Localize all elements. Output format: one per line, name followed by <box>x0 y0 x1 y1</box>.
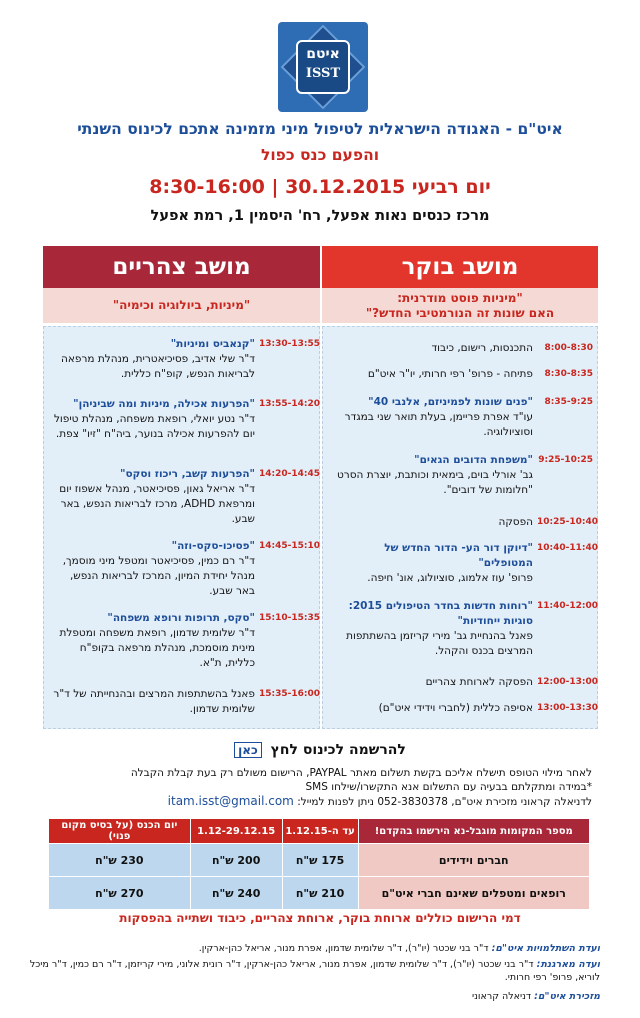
pricing-table <box>48 818 590 910</box>
session-desc: ד"ר רם כמין, פסיכיאטר ומטפל מיני מוסמך, מנהל יחידת המיון, המרכז לבריאות הנפש, באר שבע. <box>62 555 255 597</box>
session-title: "דיוקן דור הע- הדור החדש של המטופלים" <box>384 542 533 569</box>
logo-latin-text: ISST <box>305 66 341 81</box>
session-time: 9:25-10:25 <box>538 455 593 465</box>
date-time-line: יום רביעי 30.12.2015 | 8:30-16:00 <box>149 176 491 198</box>
session-desc: אסיפה כללית (לחברי וידידי איט"ם) <box>378 702 533 714</box>
session-title: "סקס, תרופות ורופא משפחה" <box>107 612 255 624</box>
session-desc: התכנסות, רישום, כיבוד <box>431 342 533 354</box>
session-title: "רוחות חדשות בחדר הטיפולים 2015: סוגיות ייחודיות" <box>348 600 533 627</box>
double-conference-subtitle: והפעם כנס כפול <box>260 146 380 164</box>
payment-info: לאחר מילוי הטופס תישלח אליכם בקשת תשלום מאתר PAYPAL, הרישום משולם רק בעת קבלת הקבלה <box>130 767 592 779</box>
contact-line <box>40 794 592 809</box>
pricing-onsite-price: 230 ש"ח <box>49 844 191 877</box>
pricing-early-price: 210 ש"ח <box>282 877 358 910</box>
session-time: 14:45-15:10 <box>259 541 321 551</box>
session-desc: פאנל בהשתתפות המרצים ובהנחייתה של ד"ר שלומית שדמון. <box>53 688 255 715</box>
register-here-link[interactable]: כאן <box>234 742 262 758</box>
contact-text: לדניאלה קראוני מזכירת איט"ם, 052-3830378 ניתן לפנות למייל: <box>297 796 592 808</box>
morning-session-header: מושב בוקר <box>322 246 598 288</box>
pricing-header-row <box>49 819 590 844</box>
contact-email-link[interactable]: itam.isst@gmail.com <box>167 794 294 808</box>
logo-hebrew-text: איטם <box>306 46 340 62</box>
session-desc: הפסקה לארוחת צהריים <box>425 676 533 688</box>
session-title: "קנאביס ומיניות" <box>170 338 255 350</box>
isst-logo <box>278 22 368 112</box>
afternoon-program-panel <box>43 326 320 729</box>
session-desc: ד"ר שלומית שדמון, רופאת משפחה ומטפלת מינית מוסמכת, מנהלת מרפאה בקופ"ח כללית, ת"א. <box>59 627 255 669</box>
registration-heading-text: להרשמה לכינוס לחץ <box>270 742 406 758</box>
fee-includes-note: דמי הרישום כוללים ארוחת בוקר, ארוחת צהריים, כיבוד ושתייה בהפסקות <box>119 911 521 925</box>
pricing-regular-header: 1.12-29.12.15 <box>190 819 282 844</box>
morning-theme-line2: האם שונות זה הנורמטיבי החדש?" <box>365 306 555 320</box>
session-desc: פרופ' עוז אלמוג, סוציולוג, אונ' חיפה. <box>367 572 533 584</box>
session-time: 15:10-15:35 <box>259 613 321 623</box>
organizing-committee-label: ועדה מארגנת: <box>536 959 600 970</box>
session-desc: פתיחה - פרופ' רפי חרותי, יו"ר איט"ם <box>367 368 533 380</box>
afternoon-session-header: מושב צהריים <box>43 246 320 288</box>
pricing-regular-price: 240 ש"ח <box>190 877 282 910</box>
session-desc: ד"ר אריאל גאון, פסיכיאטר, מנהל אשפוז יום ומרפאת ADHD, מרכז לבריאות הנפש, באר שבע. <box>59 483 255 525</box>
pricing-early-header: עד ה-1.12.15 <box>282 819 358 844</box>
pricing-row <box>49 877 590 910</box>
pricing-onsite-price: 270 ש"ח <box>49 877 191 910</box>
payment-issue-note: *במידה ומתקלתם בבעיה עם התשלום אנא התקשרו/שילחו SMS <box>305 781 592 793</box>
session-desc: הפסקה <box>498 516 533 528</box>
session-title: "משפחת הדובים הגאים" <box>414 454 533 466</box>
registration-heading <box>20 742 620 758</box>
session-time: 15:35-16:00 <box>259 689 321 699</box>
organizing-committee-line <box>20 958 600 984</box>
session-title: "פנים שונות לפמיניזם, אלנבי 40" <box>368 396 533 408</box>
session-time: 13:55-14:20 <box>259 399 321 409</box>
session-title: "הפרעות קשב, ריכוז וסקס" <box>120 468 255 480</box>
venue-address: מרכז כנסים נאות אפעל, רח' היסמין 1, רמת אפעל <box>150 208 490 224</box>
morning-program-panel <box>322 326 598 729</box>
session-desc: ד"ר שלי אדיב, פסיכיאטרית, מנהלת מרפאה לבריאות הנפש, קופ"ח כללית. <box>61 353 255 380</box>
pricing-onsite-header: יום הכנס (על בסיס מקום פנוי) <box>49 819 191 844</box>
education-committee-line <box>20 942 600 955</box>
session-time: 8:35-9:25 <box>544 397 593 407</box>
session-desc: גב' אורלי בוים, בימאית וכותבת, יוצרת הסרט "חלומות של דובים". <box>337 469 533 496</box>
morning-theme <box>322 288 598 323</box>
secretary-label: מזכירת איט"ם: <box>534 991 600 1002</box>
session-time: 14:20-14:45 <box>259 469 321 479</box>
secretary-line <box>20 990 600 1003</box>
session-time: 8:30-8:35 <box>544 369 593 379</box>
session-time: 13:30-13:55 <box>259 339 321 349</box>
organizing-committee-members: ד"ר בני שכטר (יו"ר), ד"ר שלומית שדמון, אפרת מנור, אריאל כהן-ארקין, ד"ר רונית אלוני, מירי קריזמן, ד"ר רם כמין, ד"ר מיכל לוריא, פרופ' רפי חרותי. <box>29 959 600 983</box>
session-time: 12:00-13:00 <box>537 677 599 687</box>
session-title: "פסיכו-סקס-וזה" <box>171 540 255 552</box>
session-desc: פאנל בהנחיית גב' מירי קריזמן בהשתתפות המרצים בכנס והקהל. <box>346 630 533 657</box>
secretary-name: דניאלה קראוני <box>472 991 532 1002</box>
invitation-headline: איט"ם - האגודה הישראלית לטיפול מיני מזמינה אתכם לכינוס השנתי <box>77 120 563 138</box>
session-title: "הפרעות אכילה, מיניות ומה שביניהן" <box>73 398 255 410</box>
pricing-early-price: 175 ש"ח <box>282 844 358 877</box>
pricing-regular-price: 200 ש"ח <box>190 844 282 877</box>
session-time: 11:40-12:00 <box>537 601 599 611</box>
pricing-row <box>49 844 590 877</box>
pricing-limited-seats-header: מספר המקומות מוגבל-נא הירשמו בהקדם! <box>358 819 589 844</box>
session-time: 10:40-11:40 <box>537 543 599 553</box>
pricing-row-label: חברים וידידים <box>358 844 589 877</box>
pricing-row-label: רופאים ומטפלים שאינם חברי איט"ם <box>358 877 589 910</box>
education-committee-label: ועדת השתלמויות איט"ם: <box>491 943 600 954</box>
session-time: 10:25-10:40 <box>537 517 599 527</box>
education-committee-members: ד"ר בני שכטר (יו"ר), ד"ר שלומית שדמון, אפרת מנור, אריאל כהן-ארקין. <box>198 943 489 954</box>
session-time: 8:00-8:30 <box>544 343 593 353</box>
session-desc: ד"ר נטע יואלי, רופאת משפחה, מנהלת טיפול יום להפרעות אכילה בנוער, ביה"ח "זיו" צפת. <box>53 413 255 440</box>
afternoon-theme: "מיניות, ביולוגיה וכימיה" <box>43 288 320 323</box>
session-desc: עו"ד אפרת פריימן, בעלת תואר שני במגדר וסוציולוגיה. <box>344 411 533 438</box>
morning-theme-line1: "מיניות פוסט מודרנית: <box>397 291 523 305</box>
session-time: 13:00-13:30 <box>537 703 599 713</box>
